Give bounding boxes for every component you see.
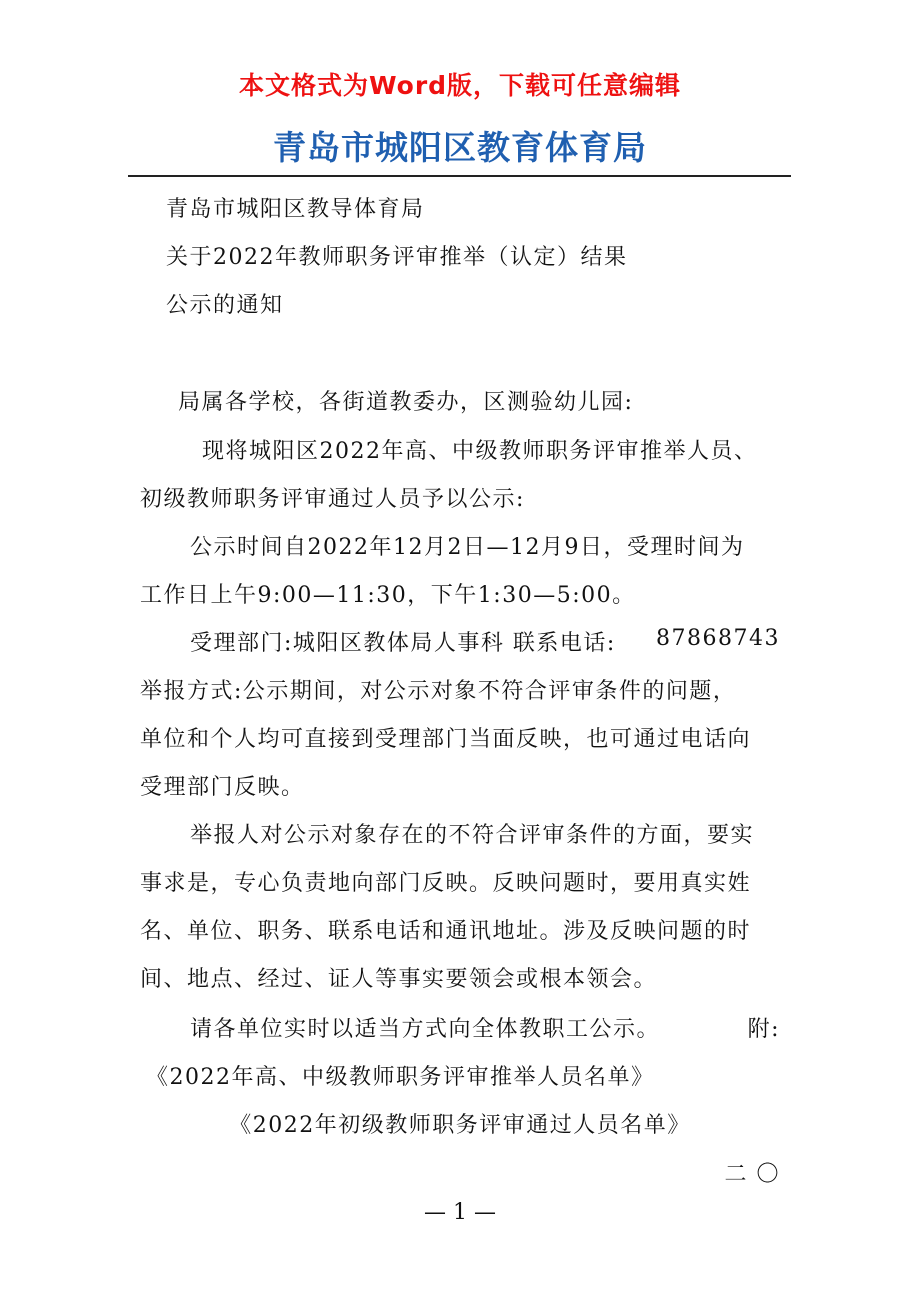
dept-line: 受理部门:城阳区教体局人事科 联系电话:	[190, 631, 616, 656]
attachment-label: 附:	[747, 1017, 780, 1042]
page-number: — 1 —	[424, 1200, 496, 1225]
date-partial: 二 〇	[724, 1162, 780, 1187]
attachment-1: 《2022年高、中级教师职务评审推举人员名单》	[146, 1065, 655, 1090]
para4-line-2: 事求是，专心负责地向部门反映。反映问题时，要用真实姓	[140, 871, 752, 896]
para1-line-2: 初级教师职务评审通过人员予以公示:	[140, 487, 525, 512]
doc-title-line-3: 公示的通知	[166, 293, 284, 318]
doc-title-line-2: 关于2022年教师职务评审推举（认定）结果	[166, 245, 628, 270]
para3-line-3: 受理部门反映。	[140, 775, 305, 800]
attachment-2: 《2022年初级教师职务评审通过人员名单》	[229, 1113, 691, 1138]
para3-line-2: 单位和个人均可直接到受理部门当面反映，也可通过电话向	[140, 727, 752, 752]
para2-line-1: 公示时间自2022年12月2日—12月9日，受理时间为	[190, 535, 745, 560]
contact-phone: 87868743	[656, 626, 780, 651]
org-title: 青岛市城阳区教育体育局	[273, 128, 647, 167]
doc-title-line-1: 青岛市城阳区教导体育局	[166, 197, 425, 222]
para4-line-3: 名、单位、职务、联系电话和通讯地址。涉及反映问题的时	[140, 919, 752, 944]
para5-text: 请各单位实时以适当方式向全体教职工公示。	[190, 1017, 661, 1042]
download-banner: 本文格式为Word版，下载可任意编辑	[238, 71, 682, 100]
para2-line-2: 工作日上午9:00—11:30，下午1:30—5:00。	[140, 583, 636, 608]
para1-line-1: 现将城阳区2022年高、中级教师职务评审推举人员、	[202, 439, 758, 464]
para3-line-1: 举报方式:公示期间，对公示对象不符合评审条件的问题，	[140, 679, 737, 704]
para4-line-1: 举报人对公示对象存在的不符合评审条件的方面，要实	[190, 823, 755, 848]
para4-line-4: 间、地点、经过、证人等事实要领会或根本领会。	[140, 967, 658, 992]
salutation: 局属各学校，各街道教委办，区测验幼儿园:	[178, 390, 634, 415]
header-divider	[128, 175, 791, 177]
